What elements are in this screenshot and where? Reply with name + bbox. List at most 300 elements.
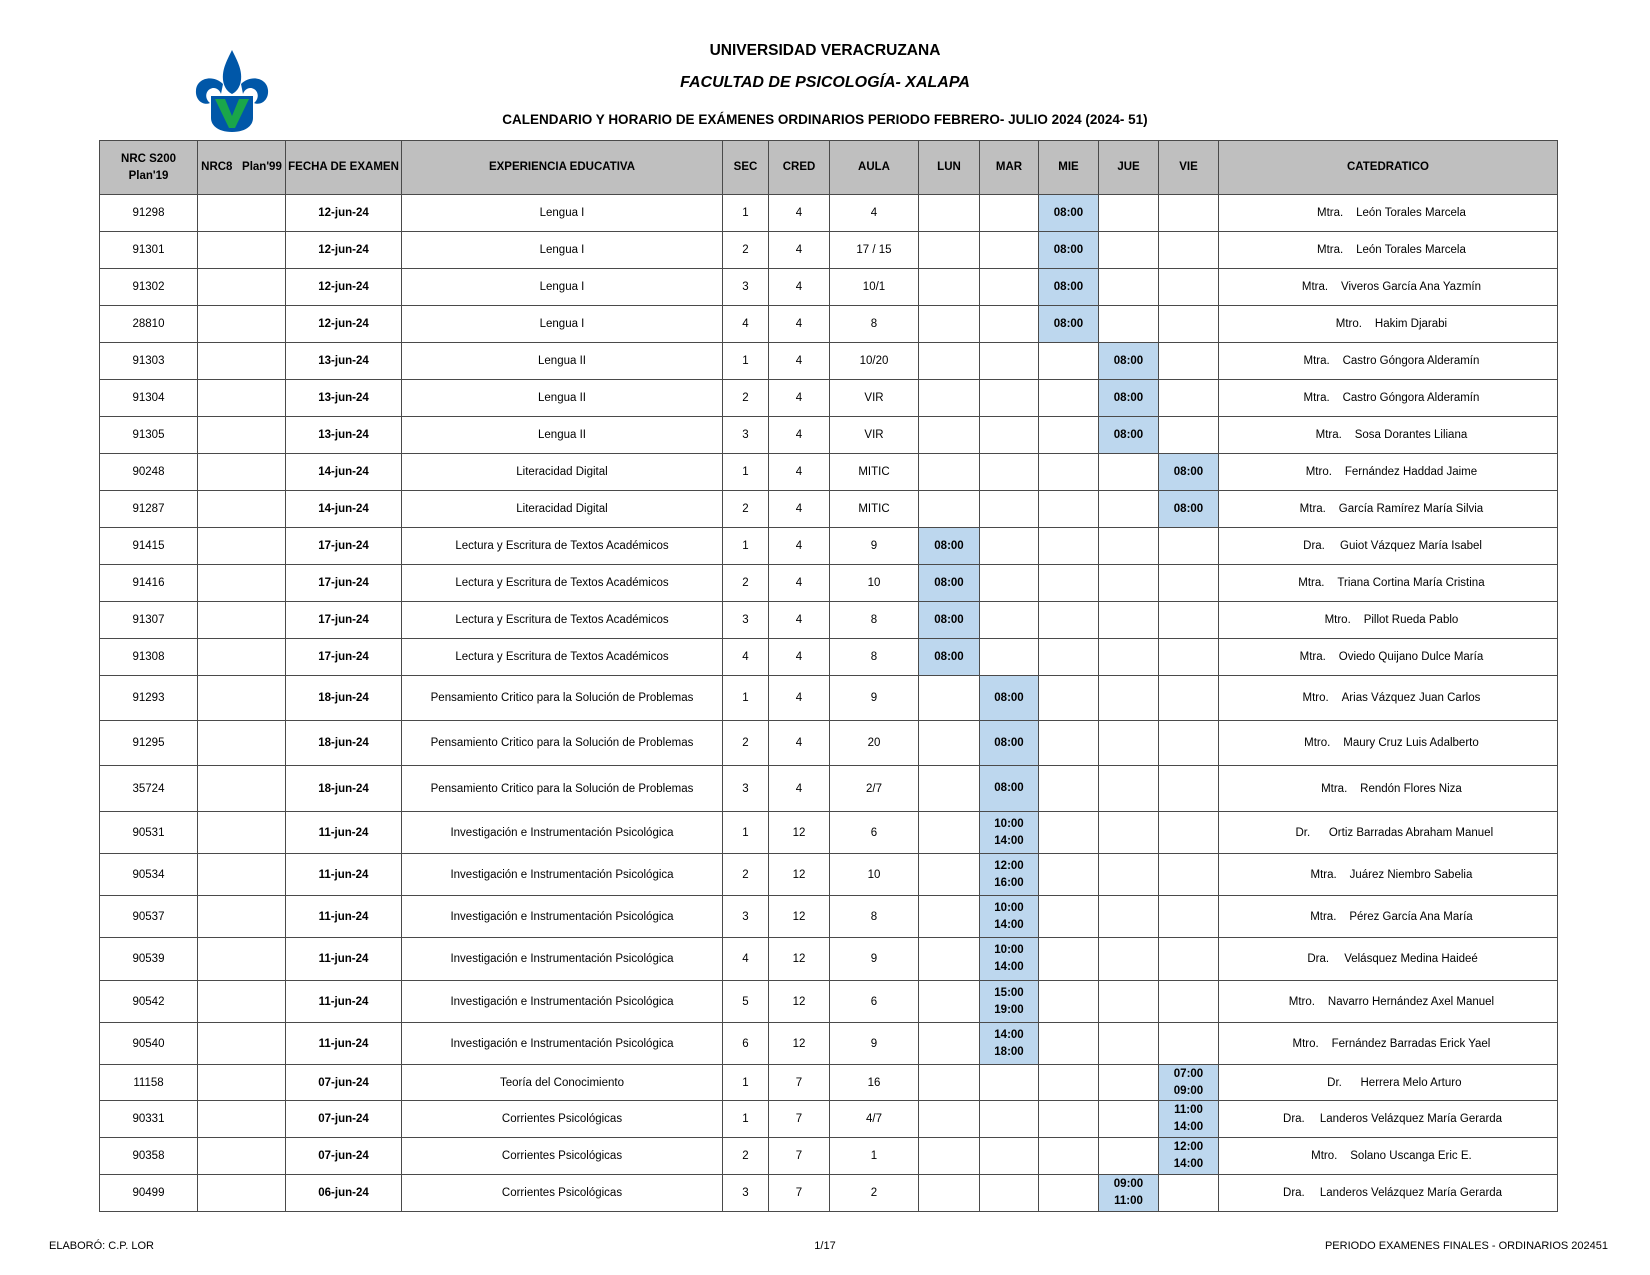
col-header-sec: SEC bbox=[723, 141, 769, 195]
sec-cell: 2 bbox=[723, 721, 769, 766]
slot-lun bbox=[919, 854, 980, 896]
teacher-title: Mtra. bbox=[1299, 503, 1326, 515]
slot-mie bbox=[1039, 721, 1099, 766]
slot-mar bbox=[980, 1065, 1039, 1101]
experiencia-cell: Corrientes Psicológicas bbox=[402, 1101, 723, 1138]
exam-time: 08:00 bbox=[934, 613, 964, 626]
teacher-name: Castro Góngora Alderamín bbox=[1342, 392, 1480, 404]
teacher-name: Arias Vázquez Juan Carlos bbox=[1341, 692, 1481, 704]
experiencia-cell: Lectura y Escritura de Textos Académicos bbox=[402, 565, 723, 602]
sec-cell: 3 bbox=[723, 1175, 769, 1212]
aula-cell: VIR bbox=[830, 380, 919, 417]
slot-mar bbox=[980, 1101, 1039, 1138]
slot-lun bbox=[919, 380, 980, 417]
nrc8-cell bbox=[198, 417, 286, 454]
catedratico-cell bbox=[1219, 195, 1558, 232]
table-row bbox=[100, 896, 1558, 938]
experiencia-cell: Investigación e Instrumentación Psicológica bbox=[402, 1023, 723, 1065]
slot-mar bbox=[980, 232, 1039, 269]
nrc-cell: 90331 bbox=[100, 1101, 198, 1138]
experiencia-cell: Lectura y Escritura de Textos Académicos bbox=[402, 639, 723, 676]
cred-cell: 4 bbox=[769, 528, 830, 565]
aula-cell: VIR bbox=[830, 417, 919, 454]
table-row bbox=[100, 1138, 1558, 1175]
slot-lun bbox=[919, 1023, 980, 1065]
sec-cell: 2 bbox=[723, 491, 769, 528]
teacher-name: Herrera Melo Arturo bbox=[1360, 1076, 1462, 1089]
nrc8-cell bbox=[198, 1101, 286, 1138]
teacher-title: Dra. bbox=[1307, 953, 1330, 965]
slot-jue bbox=[1099, 676, 1159, 721]
slot-vie bbox=[1159, 896, 1219, 938]
fecha-cell: 18-jun-24 bbox=[286, 766, 402, 812]
exam-time: 16:00 bbox=[994, 876, 1024, 889]
catedratico-cell bbox=[1219, 269, 1558, 306]
experiencia-cell: Investigación e Instrumentación Psicológica bbox=[402, 854, 723, 896]
sec-cell: 2 bbox=[723, 854, 769, 896]
slot-mar bbox=[980, 343, 1039, 380]
slot-mie bbox=[1039, 1138, 1099, 1175]
cred-cell: 7 bbox=[769, 1065, 830, 1101]
slot-vie bbox=[1159, 766, 1219, 812]
teacher-name: Guiot Vázquez María Isabel bbox=[1340, 540, 1482, 552]
slot-mar bbox=[980, 854, 1039, 896]
slot-lun bbox=[919, 721, 980, 766]
slot-jue bbox=[1099, 812, 1159, 854]
nrc-cell: 90499 bbox=[100, 1175, 198, 1212]
slot-vie bbox=[1159, 676, 1219, 721]
slot-vie bbox=[1159, 343, 1219, 380]
table-row bbox=[100, 676, 1558, 721]
teacher-title: Mtra. bbox=[1310, 910, 1337, 923]
slot-vie bbox=[1159, 854, 1219, 896]
col-header-vie: VIE bbox=[1159, 141, 1219, 195]
sec-cell: 3 bbox=[723, 602, 769, 639]
aula-cell: 8 bbox=[830, 306, 919, 343]
slot-mie bbox=[1039, 269, 1099, 306]
fecha-cell: 11-jun-24 bbox=[286, 1023, 402, 1065]
nrc-cell: 91302 bbox=[100, 269, 198, 306]
teacher-title: Mtro. bbox=[1288, 995, 1315, 1008]
teacher-name: Velásquez Medina Haideé bbox=[1344, 953, 1478, 965]
slot-mar bbox=[980, 195, 1039, 232]
teacher-title: Mtro. bbox=[1335, 318, 1362, 330]
cred-cell: 4 bbox=[769, 269, 830, 306]
nrc8-cell bbox=[198, 602, 286, 639]
nrc8-cell bbox=[198, 565, 286, 602]
aula-cell: 9 bbox=[830, 528, 919, 565]
exam-time: 11:00 bbox=[1174, 1104, 1203, 1116]
slot-lun bbox=[919, 232, 980, 269]
slot-vie bbox=[1159, 812, 1219, 854]
slot-mie bbox=[1039, 896, 1099, 938]
slot-mar bbox=[980, 896, 1039, 938]
nrc8-cell bbox=[198, 1023, 286, 1065]
exam-time: 08:00 bbox=[934, 576, 964, 589]
nrc8-cell bbox=[198, 269, 286, 306]
sec-cell: 1 bbox=[723, 1101, 769, 1138]
nrc8-cell bbox=[198, 1065, 286, 1101]
nrc-cell: 90540 bbox=[100, 1023, 198, 1065]
cred-cell: 4 bbox=[769, 565, 830, 602]
nrc8-cell bbox=[198, 195, 286, 232]
col-header-nrc8: NRC8 Plan'99 bbox=[198, 141, 286, 195]
nrc-cell: 91307 bbox=[100, 602, 198, 639]
teacher-title: Mtro. bbox=[1305, 466, 1332, 478]
nrc-cell: 90248 bbox=[100, 454, 198, 491]
nrc8-cell bbox=[198, 639, 286, 676]
teacher-title: Mtra. bbox=[1321, 782, 1348, 795]
slot-jue bbox=[1099, 232, 1159, 269]
col-header-lun: LUN bbox=[919, 141, 980, 195]
sec-cell: 1 bbox=[723, 454, 769, 491]
sec-cell: 4 bbox=[723, 938, 769, 981]
slot-lun bbox=[919, 1101, 980, 1138]
slot-vie bbox=[1159, 528, 1219, 565]
exam-time: 08:00 bbox=[934, 650, 964, 663]
nrc8-cell bbox=[198, 854, 286, 896]
cred-cell: 12 bbox=[769, 812, 830, 854]
nrc8-cell bbox=[198, 981, 286, 1023]
teacher-title: Dr. bbox=[1295, 826, 1311, 839]
sec-cell: 2 bbox=[723, 1138, 769, 1175]
aula-cell: 8 bbox=[830, 896, 919, 938]
nrc-cell: 90534 bbox=[100, 854, 198, 896]
exam-time: 14:00 bbox=[994, 961, 1024, 973]
table-row bbox=[100, 232, 1558, 269]
nrc-cell: 11158 bbox=[100, 1065, 198, 1101]
table-row bbox=[100, 1175, 1558, 1212]
exam-time: 07:00 bbox=[1173, 1067, 1204, 1080]
slot-lun bbox=[919, 195, 980, 232]
aula-cell: 9 bbox=[830, 1023, 919, 1065]
teacher-title: Mtra. bbox=[1303, 392, 1330, 404]
nrc8-cell bbox=[198, 721, 286, 766]
fecha-cell: 12-jun-24 bbox=[286, 232, 402, 269]
experiencia-cell: Investigación e Instrumentación Psicológica bbox=[402, 896, 723, 938]
teacher-name: León Torales Marcela bbox=[1356, 244, 1466, 256]
nrc-cell: 35724 bbox=[100, 766, 198, 812]
slot-mar bbox=[980, 1138, 1039, 1175]
slot-mie bbox=[1039, 1101, 1099, 1138]
aula-cell: 8 bbox=[830, 639, 919, 676]
exam-time: 08:00 bbox=[1173, 465, 1204, 478]
catedratico-cell bbox=[1219, 854, 1558, 896]
exam-time: 19:00 bbox=[994, 1003, 1024, 1016]
exam-time: 08:00 bbox=[1113, 428, 1144, 441]
slot-jue bbox=[1099, 1138, 1159, 1175]
col-header-experiencia: EXPERIENCIA EDUCATIVA bbox=[402, 141, 723, 195]
sec-cell: 1 bbox=[723, 195, 769, 232]
slot-mar bbox=[980, 528, 1039, 565]
slot-lun bbox=[919, 1138, 980, 1175]
cred-cell: 12 bbox=[769, 1023, 830, 1065]
catedratico-cell bbox=[1219, 896, 1558, 938]
nrc8-cell bbox=[198, 812, 286, 854]
sec-cell: 1 bbox=[723, 528, 769, 565]
slot-vie bbox=[1159, 491, 1219, 528]
nrc8-cell bbox=[198, 938, 286, 981]
cred-cell: 4 bbox=[769, 454, 830, 491]
aula-cell: 10 bbox=[830, 854, 919, 896]
aula-cell: 4 bbox=[830, 195, 919, 232]
slot-vie bbox=[1159, 938, 1219, 981]
catedratico-cell bbox=[1219, 343, 1558, 380]
nrc-cell: 91305 bbox=[100, 417, 198, 454]
catedratico-cell bbox=[1219, 812, 1558, 854]
slot-mar bbox=[980, 306, 1039, 343]
slot-mar bbox=[980, 1175, 1039, 1212]
experiencia-cell: Lengua II bbox=[402, 343, 723, 380]
fecha-cell: 14-jun-24 bbox=[286, 454, 402, 491]
nrc-cell: 90358 bbox=[100, 1138, 198, 1175]
nrc8-cell bbox=[198, 528, 286, 565]
slot-vie bbox=[1159, 981, 1219, 1023]
slot-mar bbox=[980, 676, 1039, 721]
exam-time: 08:00 bbox=[1113, 391, 1144, 404]
cred-cell: 7 bbox=[769, 1175, 830, 1212]
teacher-name: Castro Góngora Alderamín bbox=[1342, 355, 1480, 367]
table-row bbox=[100, 766, 1558, 812]
faculty-name: FACULTAD DE PSICOLOGÍA- XALAPA bbox=[680, 74, 970, 91]
exam-time: 08:00 bbox=[1173, 502, 1204, 515]
catedratico-cell bbox=[1219, 380, 1558, 417]
fecha-cell: 12-jun-24 bbox=[286, 195, 402, 232]
fecha-cell: 11-jun-24 bbox=[286, 896, 402, 938]
slot-vie bbox=[1159, 454, 1219, 491]
fecha-cell: 12-jun-24 bbox=[286, 306, 402, 343]
teacher-title: Mtra. bbox=[1298, 577, 1325, 589]
teacher-title: Mtra. bbox=[1317, 244, 1344, 256]
experiencia-cell: Lengua I bbox=[402, 269, 723, 306]
table-row bbox=[100, 938, 1558, 981]
nrc8-cell bbox=[198, 380, 286, 417]
catedratico-cell bbox=[1219, 565, 1558, 602]
slot-mie bbox=[1039, 454, 1099, 491]
teacher-name: Viveros García Ana Yazmín bbox=[1341, 281, 1481, 293]
aula-cell: 1 bbox=[830, 1138, 919, 1175]
fecha-cell: 17-jun-24 bbox=[286, 528, 402, 565]
teacher-title: Dra. bbox=[1303, 540, 1325, 552]
nrc-cell: 91298 bbox=[100, 195, 198, 232]
slot-mie bbox=[1039, 195, 1099, 232]
fecha-cell: 06-jun-24 bbox=[286, 1175, 402, 1212]
col-header-cred: CRED bbox=[769, 141, 830, 195]
cred-cell: 4 bbox=[769, 232, 830, 269]
slot-jue bbox=[1099, 766, 1159, 812]
aula-cell: 9 bbox=[830, 676, 919, 721]
experiencia-cell: Investigación e Instrumentación Psicológica bbox=[402, 981, 723, 1023]
sec-cell: 6 bbox=[723, 1023, 769, 1065]
nrc-cell: 91416 bbox=[100, 565, 198, 602]
slot-mie bbox=[1039, 528, 1099, 565]
experiencia-cell: Literacidad Digital bbox=[402, 454, 723, 491]
slot-mar bbox=[980, 380, 1039, 417]
catedratico-cell bbox=[1219, 1023, 1558, 1065]
exam-time: 18:00 bbox=[994, 1045, 1024, 1058]
aula-cell: 10 bbox=[830, 565, 919, 602]
exam-time: 08:00 bbox=[1113, 354, 1144, 367]
cred-cell: 4 bbox=[769, 721, 830, 766]
experiencia-cell: Lectura y Escritura de Textos Académicos bbox=[402, 602, 723, 639]
slot-jue bbox=[1099, 938, 1159, 981]
nrc8-cell bbox=[198, 343, 286, 380]
exam-time: 12:00 bbox=[1173, 1141, 1204, 1153]
aula-cell: 10/20 bbox=[830, 343, 919, 380]
aula-cell: 10/1 bbox=[830, 269, 919, 306]
nrc-cell: 91301 bbox=[100, 232, 198, 269]
table-body bbox=[100, 195, 1558, 1212]
slot-mar bbox=[980, 639, 1039, 676]
exam-time: 09:00 bbox=[1173, 1084, 1204, 1097]
nrc8-cell bbox=[198, 491, 286, 528]
exam-time: 14:00 bbox=[994, 918, 1024, 931]
table-row bbox=[100, 639, 1558, 676]
exam-time: 08:00 bbox=[994, 736, 1024, 749]
slot-mie bbox=[1039, 491, 1099, 528]
slot-vie bbox=[1159, 1138, 1219, 1175]
slot-jue bbox=[1099, 639, 1159, 676]
slot-vie bbox=[1159, 1101, 1219, 1138]
slot-mie bbox=[1039, 639, 1099, 676]
sec-cell: 3 bbox=[723, 269, 769, 306]
cred-cell: 4 bbox=[769, 343, 830, 380]
fecha-cell: 07-jun-24 bbox=[286, 1101, 402, 1138]
slot-jue bbox=[1099, 1065, 1159, 1101]
sec-cell: 1 bbox=[723, 676, 769, 721]
experiencia-cell: Literacidad Digital bbox=[402, 491, 723, 528]
teacher-name: Solano Uscanga Eric E. bbox=[1350, 1150, 1472, 1162]
col-header-nrc-s200: NRC S200 Plan'19 bbox=[100, 141, 198, 195]
sec-cell: 4 bbox=[723, 639, 769, 676]
slot-jue bbox=[1099, 1023, 1159, 1065]
experiencia-cell: Pensamiento Critico para la Solución de Problemas bbox=[402, 676, 723, 721]
teacher-name: Triana Cortina María Cristina bbox=[1337, 577, 1485, 589]
fecha-cell: 11-jun-24 bbox=[286, 938, 402, 981]
catedratico-cell bbox=[1219, 981, 1558, 1023]
nrc-cell: 90542 bbox=[100, 981, 198, 1023]
teacher-name: Juárez Niembro Sabelia bbox=[1349, 868, 1473, 881]
teacher-name: Maury Cruz Luis Adalberto bbox=[1343, 737, 1479, 749]
teacher-title: Mtra. bbox=[1301, 281, 1329, 293]
slot-vie bbox=[1159, 1065, 1219, 1101]
slot-lun bbox=[919, 269, 980, 306]
fecha-cell: 17-jun-24 bbox=[286, 602, 402, 639]
sec-cell: 1 bbox=[723, 812, 769, 854]
fecha-cell: 17-jun-24 bbox=[286, 565, 402, 602]
slot-jue bbox=[1099, 269, 1159, 306]
aula-cell: 2 bbox=[830, 1175, 919, 1212]
slot-lun bbox=[919, 766, 980, 812]
table-row bbox=[100, 454, 1558, 491]
catedratico-cell bbox=[1219, 1138, 1558, 1175]
nrc-cell: 91303 bbox=[100, 343, 198, 380]
slot-vie bbox=[1159, 602, 1219, 639]
slot-mar bbox=[980, 1023, 1039, 1065]
slot-jue bbox=[1099, 306, 1159, 343]
table-row bbox=[100, 269, 1558, 306]
slot-jue bbox=[1099, 854, 1159, 896]
slot-vie bbox=[1159, 1023, 1219, 1065]
slot-mie bbox=[1039, 565, 1099, 602]
table-row bbox=[100, 380, 1558, 417]
slot-lun bbox=[919, 602, 980, 639]
teacher-name: Hakim Djarabi bbox=[1374, 318, 1448, 330]
slot-mar bbox=[980, 938, 1039, 981]
teacher-title: Dra. bbox=[1283, 1187, 1305, 1199]
cred-cell: 4 bbox=[769, 639, 830, 676]
slot-jue bbox=[1099, 565, 1159, 602]
nrc-cell: 91304 bbox=[100, 380, 198, 417]
slot-lun bbox=[919, 1065, 980, 1101]
catedratico-cell bbox=[1219, 721, 1558, 766]
exam-time: 14:00 bbox=[994, 1028, 1024, 1041]
slot-jue bbox=[1099, 454, 1159, 491]
slot-vie bbox=[1159, 269, 1219, 306]
cred-cell: 4 bbox=[769, 417, 830, 454]
slot-vie bbox=[1159, 1175, 1219, 1212]
cred-cell: 4 bbox=[769, 491, 830, 528]
slot-mie bbox=[1039, 854, 1099, 896]
fecha-cell: 18-jun-24 bbox=[286, 676, 402, 721]
table-row bbox=[100, 721, 1558, 766]
exam-time: 10:00 bbox=[994, 944, 1024, 956]
slot-mie bbox=[1039, 232, 1099, 269]
teacher-title: Mtro. bbox=[1302, 692, 1329, 704]
nrc-cell: 91293 bbox=[100, 676, 198, 721]
teacher-name: Oviedo Quijano Dulce María bbox=[1338, 651, 1484, 663]
slot-mie bbox=[1039, 812, 1099, 854]
teacher-name: Pérez García Ana María bbox=[1349, 910, 1473, 923]
table-row bbox=[100, 417, 1558, 454]
slot-vie bbox=[1159, 721, 1219, 766]
experiencia-cell: Corrientes Psicológicas bbox=[402, 1175, 723, 1212]
experiencia-cell: Lectura y Escritura de Textos Académicos bbox=[402, 528, 723, 565]
table-row bbox=[100, 981, 1558, 1023]
table-row bbox=[100, 565, 1558, 602]
teacher-title: Mtro. bbox=[1324, 614, 1351, 626]
slot-lun bbox=[919, 417, 980, 454]
nrc-cell: 91295 bbox=[100, 721, 198, 766]
nrc8-cell bbox=[198, 454, 286, 491]
teacher-name: García Ramírez María Silvia bbox=[1338, 503, 1484, 515]
sec-cell: 3 bbox=[723, 417, 769, 454]
nrc8-cell bbox=[198, 766, 286, 812]
catedratico-cell bbox=[1219, 639, 1558, 676]
footer-page-number: 1/17 bbox=[814, 1240, 836, 1252]
cred-cell: 4 bbox=[769, 380, 830, 417]
aula-cell: 6 bbox=[830, 981, 919, 1023]
teacher-name: Rendón Flores Niza bbox=[1360, 782, 1462, 795]
catedratico-cell bbox=[1219, 454, 1558, 491]
slot-mie bbox=[1039, 981, 1099, 1023]
slot-lun bbox=[919, 639, 980, 676]
exam-time: 08:00 bbox=[1053, 206, 1084, 219]
slot-vie bbox=[1159, 417, 1219, 454]
teacher-title: Mtra. bbox=[1299, 651, 1326, 663]
sec-cell: 2 bbox=[723, 232, 769, 269]
exam-schedule-table bbox=[99, 140, 1558, 1212]
experiencia-cell: Investigación e Instrumentación Psicológica bbox=[402, 938, 723, 981]
slot-mie bbox=[1039, 676, 1099, 721]
slot-jue bbox=[1099, 491, 1159, 528]
slot-lun bbox=[919, 306, 980, 343]
slot-vie bbox=[1159, 565, 1219, 602]
nrc8-cell bbox=[198, 896, 286, 938]
table-row bbox=[100, 1065, 1558, 1101]
slot-jue bbox=[1099, 343, 1159, 380]
fecha-cell: 12-jun-24 bbox=[286, 269, 402, 306]
